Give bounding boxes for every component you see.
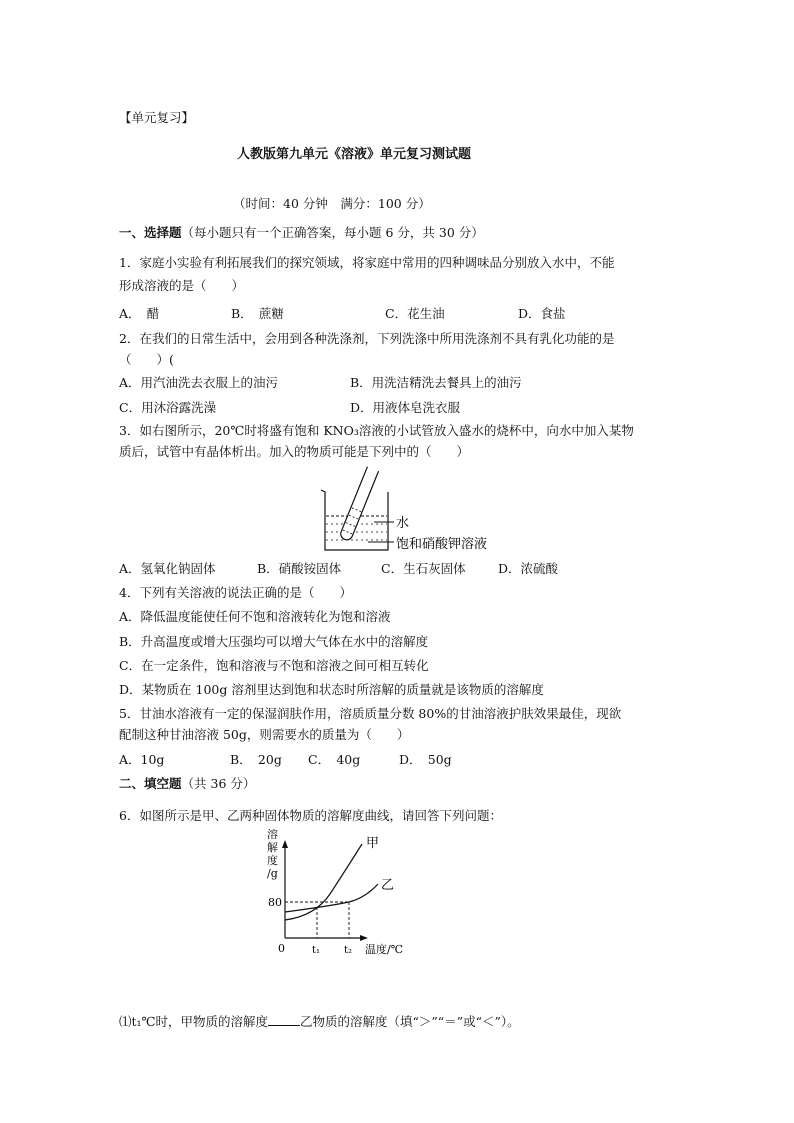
x-axis-label: 温度/℃	[365, 943, 404, 956]
q6-sub1-pre: ⑴t₁℃时，甲物质的溶解度	[119, 1014, 269, 1029]
y-axis-arrow	[282, 840, 288, 848]
x-tick-t1: t₁	[312, 945, 321, 956]
q4-line1: 4．下列有关溶液的说法正确的是（ ）	[119, 585, 352, 600]
q5-line1: 5．甘油水溶液有一定的保湿润肤作用，溶质质量分数 80%的甘油溶液护肤效果最佳，现欲	[119, 706, 622, 721]
q2-line2: （ ）(	[119, 352, 174, 367]
label-water: 水	[396, 516, 410, 531]
series-yi-curve	[285, 884, 378, 912]
q1-option-c: C．花生油	[385, 306, 445, 321]
y-label-char-1: 溶	[267, 828, 278, 841]
q5-option-d: D． 50g	[399, 752, 452, 767]
q4-option-c: C．在一定条件，饱和溶液与不饱和溶液之间可相互转化	[119, 658, 429, 673]
q1-option-a: A． 醋	[119, 306, 160, 321]
y-label-char-4: /g	[267, 867, 278, 880]
origin-label: 0	[278, 942, 285, 955]
q2-option-b: B．用洗洁精洗去餐具上的油污	[350, 375, 522, 390]
series-jia-label: 甲	[366, 836, 380, 851]
q2-option-c: C．用沐浴露洗澡	[119, 400, 217, 415]
section2-heading: 二、填空题	[119, 776, 182, 791]
answer-blank[interactable]	[268, 1013, 300, 1026]
q3-option-d: D．浓硫酸	[498, 561, 559, 576]
q5-line2: 配制这种甘油溶液 50g，则需要水的质量为（ ）	[119, 727, 410, 742]
solubility-chart	[260, 826, 420, 958]
y-label-char-2: 解	[267, 841, 278, 854]
header-tag: 【单元复习】	[119, 110, 195, 125]
beaker-figure	[318, 466, 518, 556]
q2-line1: 2．在我们的日常生活中，会用到各种洗涤剂，下列洗涤中所用洗涤剂不具有乳化功能的是	[119, 331, 615, 346]
y-label-char-3: 度	[267, 854, 278, 867]
q1-line2: 形成溶液的是（ ）	[119, 278, 245, 293]
q5-option-c: C． 40g	[308, 752, 361, 767]
section2-note: （共 36 分）	[181, 776, 256, 791]
section1-note: （每小题只有一个正确答案，每小题 6 分，共 30 分）	[181, 225, 484, 240]
q5-option-a: A．10g	[119, 752, 165, 767]
section1-heading: 一、选择题	[119, 225, 182, 240]
page-title: 人教版第九单元《溶液》单元复习测试题	[237, 147, 472, 162]
q1-line1: 1．家庭小实验有利拓展我们的探究领域，将家庭中常用的四种调味品分别放入水中，不能	[119, 255, 615, 270]
q1-option-b: B． 蔗糖	[231, 306, 284, 321]
test-tube	[339, 467, 379, 542]
q3-option-c: C．生石灰固体	[381, 561, 466, 576]
q6-sub1-post: 乙物质的溶解度（填“＞”“＝”或“＜”）。	[300, 1014, 520, 1029]
x-axis-arrow	[360, 935, 368, 941]
label-solution: 饱和硝酸钾溶液	[396, 537, 488, 552]
x-tick-t2: t₂	[344, 945, 353, 956]
q2-option-a: A．用汽油洗去衣服上的油污	[119, 375, 279, 390]
q3-option-a: A．氢氧化钠固体	[119, 561, 216, 576]
q5-option-b: B． 20g	[230, 752, 282, 767]
q3-option-b: B．硝酸铵固体	[257, 561, 342, 576]
series-yi-label: 乙	[381, 878, 395, 893]
section1-heading-line	[119, 223, 484, 241]
q6-sub1	[119, 1012, 520, 1030]
section2-heading-line	[119, 774, 255, 792]
q4-option-b: B．升高温度或增大压强均可以增大气体在水中的溶解度	[119, 634, 429, 649]
q2-option-d: D．用液体皂洗衣服	[350, 400, 461, 415]
q4-option-a: A．降低温度能使任何不饱和溶液转化为饱和溶液	[119, 609, 391, 624]
q3-line2: 质后，试管中有晶体析出。加入的物质可能是下列中的（ ）	[119, 444, 470, 459]
series-jia-curve	[285, 844, 362, 920]
time-info: （时间：40 分钟 满分：100 分）	[233, 196, 431, 211]
y-tick-80: 80	[268, 896, 282, 909]
q6-line1: 6．如图所示是甲、乙两种固体物质的溶解度曲线，请回答下列问题：	[119, 808, 502, 823]
q4-option-d: D．某物质在 100g 溶剂里达到饱和状态时所溶解的质量就是该物质的溶解度	[119, 682, 544, 697]
q3-line1: 3．如右图所示，20℃时将盛有饱和 KNO₃溶液的小试管放入盛水的烧杯中，向水中加入某物	[119, 423, 634, 438]
q1-option-d: D．食盐	[518, 306, 566, 321]
